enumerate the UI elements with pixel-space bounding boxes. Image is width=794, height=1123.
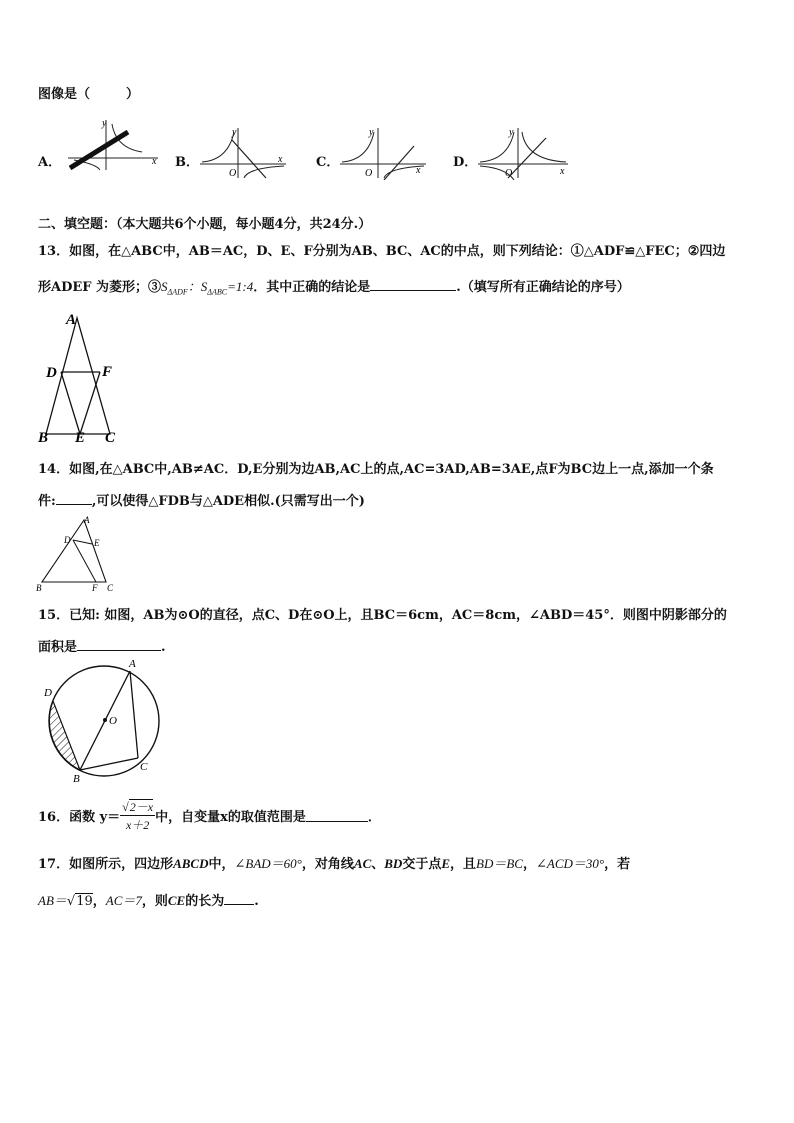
q17-text-e: ，且 xyxy=(450,857,477,872)
q17-text-f: ， xyxy=(522,857,536,872)
option-c-x-label: x xyxy=(416,165,421,176)
q17-text-d: 交于点 xyxy=(402,857,442,872)
option-b-y-label: y xyxy=(232,127,237,138)
q16-denominator: x＋2 xyxy=(125,818,150,832)
q14-text-b: ,可以使得△FDB与△ADE相似.(只需写出一个) xyxy=(91,494,365,509)
q13-answer-blank[interactable] xyxy=(370,279,456,291)
q13-triangle-figure xyxy=(34,308,130,448)
q14-answer-blank[interactable] xyxy=(56,493,92,505)
q15-label-d: D xyxy=(44,687,52,699)
option-d-label: D． xyxy=(453,155,478,170)
q14-label-d: D xyxy=(64,535,71,545)
q15-label-o: O xyxy=(109,715,117,727)
q13-label-c: C xyxy=(105,430,116,446)
q13-text-b: ．其中正确的结论是 xyxy=(253,280,371,295)
option-d-origin: O xyxy=(505,168,513,179)
q17-ac-eq-7: AC＝7 xyxy=(105,893,142,908)
q15-answer-blank[interactable] xyxy=(77,639,161,651)
q13-sub2: ΔABC xyxy=(207,287,228,297)
q17-text-h: ， xyxy=(92,894,106,909)
q16-text-c: ． xyxy=(367,810,381,825)
q17-e: E xyxy=(441,856,451,871)
q15-text-a: 面积是 xyxy=(38,640,78,655)
q13-label-e: E xyxy=(75,430,86,446)
option-c-origin: O xyxy=(365,168,373,179)
q13-s2: S xyxy=(200,279,208,294)
section-two-heading: 二、填空题：（本大题共6个小题，每小题4分，共24分.） xyxy=(38,217,372,232)
q17-bd: BD xyxy=(384,856,403,871)
option-a-y-label: y xyxy=(102,118,107,129)
q13-colon: ： xyxy=(187,279,201,294)
q15-line1: 15．已知: 如图，AB为⊙O的直径，点C、D在⊙O上，且BC＝6cm，AC＝8cm，∠ABD＝45°．则图中阴影部分的 xyxy=(38,608,727,623)
q17-ce: CE xyxy=(167,893,186,908)
q12-tail-line xyxy=(38,83,139,102)
q14-line2 xyxy=(38,490,365,509)
q16-numerator: √2－x xyxy=(122,800,154,814)
q17-sqrt-sign: √ xyxy=(66,894,76,909)
q17-sep: 、 xyxy=(371,857,385,872)
q13-text-a: 形ADEF 为菱形；③ xyxy=(38,280,162,295)
q13-label-d: D xyxy=(46,365,57,381)
q13-s1: S xyxy=(161,279,168,294)
q15-text-b: . xyxy=(161,640,166,655)
option-c-graph xyxy=(338,124,430,180)
q17-text-c: ，对角线 xyxy=(301,857,354,872)
q14-label-a: A xyxy=(84,515,90,525)
option-d-y-label: y xyxy=(509,127,514,138)
q17-sqrt-19: 19 xyxy=(76,894,93,909)
q16-fraction xyxy=(120,798,155,833)
q13-line1: 13．如图，在△ABC中，AB＝AC，D、E、F分别为AB、BC、AC的中点，则下列结论：①△ADF≌△FEC；②四边 xyxy=(38,244,726,259)
q13-label-b: B xyxy=(38,430,49,446)
q14-label-e: E xyxy=(94,538,100,548)
q14-triangle-figure xyxy=(34,512,124,594)
q13-text-c: .（填写所有正确结论的序号） xyxy=(456,280,630,295)
option-d-graph xyxy=(476,124,572,180)
q17-text-a: 17．如图所示，四边形 xyxy=(38,857,174,872)
q17-bd-eq-bc: BD＝BC xyxy=(476,856,523,871)
option-a-graph xyxy=(62,118,162,174)
q14-text-a: 件: xyxy=(38,494,56,509)
q16-text-b: 中，自变量x的取值范围是 xyxy=(155,810,306,825)
q15-label-b: B xyxy=(73,773,80,785)
q17-text-i: ，则 xyxy=(141,894,168,909)
q15-label-a: A xyxy=(129,658,136,670)
q15-line2 xyxy=(38,636,166,655)
q15-circle-figure xyxy=(34,656,174,786)
q14-line1: 14．如图,在△ABC中,AB≠AC．D,E分别为边AB,AC上的点,AC=3AD,AB=3AE,点F为BC边上一点,添加一个条 xyxy=(38,462,714,477)
q17-abcd: ABCD xyxy=(173,856,209,871)
q12-tail-close: ） xyxy=(126,87,140,102)
q17-angle-acd: ∠ACD＝30° xyxy=(536,856,605,871)
q17-text-g: ，若 xyxy=(604,857,631,872)
q13-line2 xyxy=(38,276,630,297)
q17-line2 xyxy=(38,890,259,909)
q17-text-k: . xyxy=(254,894,259,909)
q17-text-j: 的长为 xyxy=(185,894,225,909)
option-b-origin: O xyxy=(229,168,237,179)
q17-answer-blank[interactable] xyxy=(224,893,254,905)
q14-label-c: C xyxy=(107,583,114,593)
option-c-y-label: y xyxy=(369,127,374,138)
option-c-label: C． xyxy=(316,155,340,170)
q13-label-f: F xyxy=(102,364,113,380)
option-d-x-label: x xyxy=(560,166,565,177)
q17-ac: AC xyxy=(353,856,372,871)
q14-label-b: B xyxy=(36,583,42,593)
q17-ab-eq: AB＝ xyxy=(38,893,67,908)
q13-sub1: ΔADF xyxy=(167,287,188,297)
option-b-x-label: x xyxy=(278,154,283,165)
option-b-label: B． xyxy=(175,155,199,170)
q16-sqrt-content: 2－x xyxy=(129,800,154,814)
q13-label-a: A xyxy=(66,312,77,328)
q14-label-f: F xyxy=(92,583,98,593)
q17-line1 xyxy=(38,853,630,872)
option-a-label: A． xyxy=(38,155,62,170)
option-a-x-label: x xyxy=(152,156,157,167)
q16-line xyxy=(38,798,381,833)
q13-area-ratio xyxy=(161,279,254,297)
q13-ratio: =1:4 xyxy=(227,279,254,294)
q12-tail-text: 图像是（ xyxy=(38,87,91,102)
q17-text-b: 中， xyxy=(208,857,235,872)
q15-label-c: C xyxy=(140,761,148,773)
option-b-graph xyxy=(198,124,290,180)
q16-answer-blank[interactable] xyxy=(306,810,368,822)
q16-text-a: 16．函数 y＝ xyxy=(38,810,121,825)
q17-angle-bad: ∠BAD＝60° xyxy=(234,856,302,871)
